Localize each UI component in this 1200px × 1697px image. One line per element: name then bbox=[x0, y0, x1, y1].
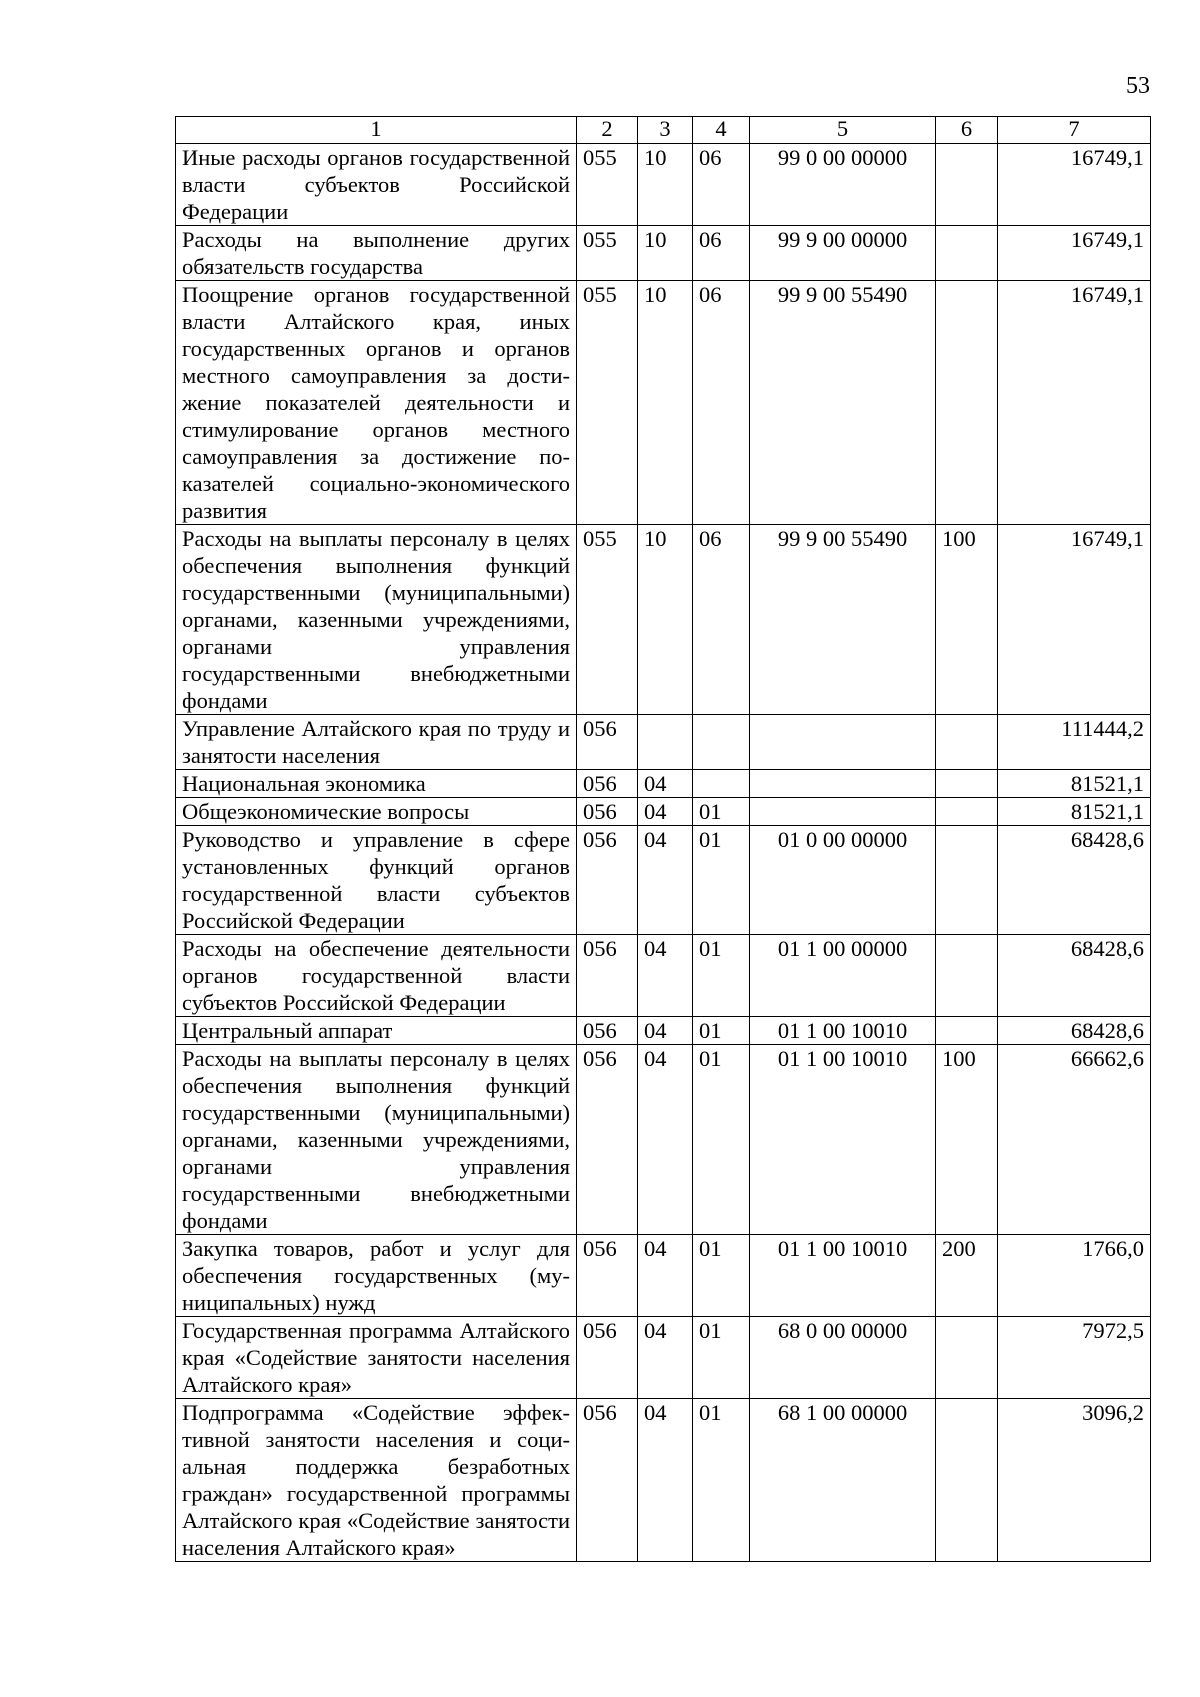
section-code-cell: 10 bbox=[638, 226, 693, 281]
amount-cell: 111444,2 bbox=[998, 715, 1151, 770]
expense-kind-cell bbox=[936, 144, 998, 226]
section-code-cell: 04 bbox=[638, 1017, 693, 1045]
admin-code-cell: 055 bbox=[577, 144, 638, 226]
expense-kind-cell bbox=[936, 715, 998, 770]
target-code-cell: 01 1 00 10010 bbox=[750, 1017, 936, 1045]
row-name-cell: Расходы на выплаты персоналу в целях обеспечения выполнения функций государственными (муниципальными) органами, казенными учреждениями, органами управления государственными внебюджетными фондами bbox=[176, 525, 577, 715]
expense-kind-cell: 200 bbox=[936, 1235, 998, 1317]
column-header: 4 bbox=[693, 117, 750, 144]
column-header: 2 bbox=[577, 117, 638, 144]
amount-cell: 66662,6 bbox=[998, 1045, 1151, 1235]
amount-cell: 1766,0 bbox=[998, 1235, 1151, 1317]
column-header: 3 bbox=[638, 117, 693, 144]
subsection-code-cell bbox=[693, 715, 750, 770]
page-number: 53 bbox=[1126, 73, 1150, 99]
target-code-cell bbox=[750, 770, 936, 798]
target-code-cell: 99 9 00 55490 bbox=[750, 281, 936, 525]
section-code-cell: 04 bbox=[638, 798, 693, 826]
admin-code-cell: 056 bbox=[577, 1399, 638, 1562]
subsection-code-cell: 01 bbox=[693, 935, 750, 1017]
row-name-cell: Закупка товаров, работ и услуг для обеспечения государственных (муниципальных) нужд bbox=[176, 1235, 577, 1317]
row-name-cell: Общеэкономические вопросы bbox=[176, 798, 577, 826]
amount-cell: 16749,1 bbox=[998, 281, 1151, 525]
table-row bbox=[176, 281, 1151, 525]
budget-table bbox=[175, 116, 1151, 1562]
table-row bbox=[176, 1045, 1151, 1235]
subsection-code-cell: 01 bbox=[693, 826, 750, 935]
target-code-cell bbox=[750, 715, 936, 770]
column-header: 6 bbox=[936, 117, 998, 144]
table-row bbox=[176, 1235, 1151, 1317]
row-name-cell: Национальная экономика bbox=[176, 770, 577, 798]
amount-cell: 68428,6 bbox=[998, 1017, 1151, 1045]
target-code-cell: 99 9 00 00000 bbox=[750, 226, 936, 281]
target-code-cell: 01 0 00 00000 bbox=[750, 826, 936, 935]
subsection-code-cell: 06 bbox=[693, 144, 750, 226]
section-code-cell: 04 bbox=[638, 826, 693, 935]
amount-cell: 7972,5 bbox=[998, 1317, 1151, 1399]
subsection-code-cell: 01 bbox=[693, 1045, 750, 1235]
column-header: 7 bbox=[998, 117, 1151, 144]
subsection-code-cell: 01 bbox=[693, 1235, 750, 1317]
admin-code-cell: 056 bbox=[577, 826, 638, 935]
admin-code-cell: 055 bbox=[577, 281, 638, 525]
table-row bbox=[176, 226, 1151, 281]
subsection-code-cell: 06 bbox=[693, 525, 750, 715]
expense-kind-cell bbox=[936, 798, 998, 826]
row-name-cell: Центральный аппарат bbox=[176, 1017, 577, 1045]
section-code-cell: 04 bbox=[638, 1399, 693, 1562]
amount-cell: 16749,1 bbox=[998, 226, 1151, 281]
table-body bbox=[176, 144, 1151, 1562]
expense-kind-cell bbox=[936, 770, 998, 798]
admin-code-cell: 055 bbox=[577, 226, 638, 281]
column-number-row bbox=[176, 117, 1151, 144]
expense-kind-cell bbox=[936, 1399, 998, 1562]
target-code-cell: 99 9 00 55490 bbox=[750, 525, 936, 715]
expense-kind-cell bbox=[936, 281, 998, 525]
table-row bbox=[176, 1017, 1151, 1045]
table-row bbox=[176, 525, 1151, 715]
admin-code-cell: 056 bbox=[577, 715, 638, 770]
table-row bbox=[176, 144, 1151, 226]
admin-code-cell: 056 bbox=[577, 1235, 638, 1317]
row-name-cell: Расходы на выплаты персоналу в целях обеспечения выполнения функций государственными (муниципальными) органами, казенными учреждениями, органами управления государственными внебюджетными фондами bbox=[176, 1045, 577, 1235]
amount-cell: 68428,6 bbox=[998, 935, 1151, 1017]
section-code-cell: 04 bbox=[638, 1045, 693, 1235]
table-row bbox=[176, 1399, 1151, 1562]
admin-code-cell: 056 bbox=[577, 770, 638, 798]
section-code-cell: 10 bbox=[638, 525, 693, 715]
section-code-cell: 04 bbox=[638, 770, 693, 798]
subsection-code-cell: 01 bbox=[693, 1399, 750, 1562]
table-row bbox=[176, 770, 1151, 798]
expense-kind-cell: 100 bbox=[936, 525, 998, 715]
amount-cell: 16749,1 bbox=[998, 144, 1151, 226]
target-code-cell: 99 0 00 00000 bbox=[750, 144, 936, 226]
subsection-code-cell: 06 bbox=[693, 281, 750, 525]
section-code-cell: 04 bbox=[638, 1235, 693, 1317]
admin-code-cell: 056 bbox=[577, 1045, 638, 1235]
admin-code-cell: 056 bbox=[577, 1017, 638, 1045]
subsection-code-cell: 06 bbox=[693, 226, 750, 281]
expense-kind-cell bbox=[936, 826, 998, 935]
target-code-cell: 01 1 00 10010 bbox=[750, 1045, 936, 1235]
subsection-code-cell: 01 bbox=[693, 1317, 750, 1399]
amount-cell: 81521,1 bbox=[998, 798, 1151, 826]
admin-code-cell: 055 bbox=[577, 525, 638, 715]
target-code-cell: 68 1 00 00000 bbox=[750, 1399, 936, 1562]
section-code-cell: 10 bbox=[638, 144, 693, 226]
row-name-cell: Управление Алтайского края по труду и занятости населения bbox=[176, 715, 577, 770]
table-row bbox=[176, 826, 1151, 935]
row-name-cell: Иные расходы органов государственной власти субъектов Российской Федерации bbox=[176, 144, 577, 226]
expense-kind-cell bbox=[936, 1017, 998, 1045]
section-code-cell bbox=[638, 715, 693, 770]
expense-kind-cell bbox=[936, 935, 998, 1017]
admin-code-cell: 056 bbox=[577, 798, 638, 826]
row-name-cell: Расходы на выполнение других обязательств государства bbox=[176, 226, 577, 281]
section-code-cell: 10 bbox=[638, 281, 693, 525]
table-row bbox=[176, 1317, 1151, 1399]
row-name-cell: Государственная программа Алтайского края «Содействие занятости населения Алтайского края» bbox=[176, 1317, 577, 1399]
amount-cell: 3096,2 bbox=[998, 1399, 1151, 1562]
section-code-cell: 04 bbox=[638, 1317, 693, 1399]
table-row bbox=[176, 935, 1151, 1017]
expense-kind-cell bbox=[936, 226, 998, 281]
admin-code-cell: 056 bbox=[577, 935, 638, 1017]
target-code-cell: 01 1 00 00000 bbox=[750, 935, 936, 1017]
column-header: 5 bbox=[750, 117, 936, 144]
row-name-cell: Подпрограмма «Содействие эффективной занятости населения и социальная поддержка безработных граждан» государственной программы Алтайского края «Содействие занятости населения Алтайского края» bbox=[176, 1399, 577, 1562]
table-row bbox=[176, 715, 1151, 770]
expense-kind-cell bbox=[936, 1317, 998, 1399]
row-name-cell: Руководство и управление в сфере установленных функций органов государственной власти субъектов Российской Федерации bbox=[176, 826, 577, 935]
row-name-cell: Расходы на обеспечение деятельности органов государственной власти субъектов Российской Федерации bbox=[176, 935, 577, 1017]
amount-cell: 68428,6 bbox=[998, 826, 1151, 935]
subsection-code-cell: 01 bbox=[693, 1017, 750, 1045]
amount-cell: 16749,1 bbox=[998, 525, 1151, 715]
target-code-cell bbox=[750, 798, 936, 826]
subsection-code-cell: 01 bbox=[693, 798, 750, 826]
section-code-cell: 04 bbox=[638, 935, 693, 1017]
row-name-cell: Поощрение органов государственной власти Алтайского края, иных государственных органов и органов местного самоуправления за достижение показателей деятельности и стимулирование органов местного самоуправления за достижение показателей социально-экономического развития bbox=[176, 281, 577, 525]
table-row bbox=[176, 798, 1151, 826]
target-code-cell: 01 1 00 10010 bbox=[750, 1235, 936, 1317]
admin-code-cell: 056 bbox=[577, 1317, 638, 1399]
subsection-code-cell bbox=[693, 770, 750, 798]
column-header: 1 bbox=[176, 117, 577, 144]
amount-cell: 81521,1 bbox=[998, 770, 1151, 798]
expense-kind-cell: 100 bbox=[936, 1045, 998, 1235]
target-code-cell: 68 0 00 00000 bbox=[750, 1317, 936, 1399]
